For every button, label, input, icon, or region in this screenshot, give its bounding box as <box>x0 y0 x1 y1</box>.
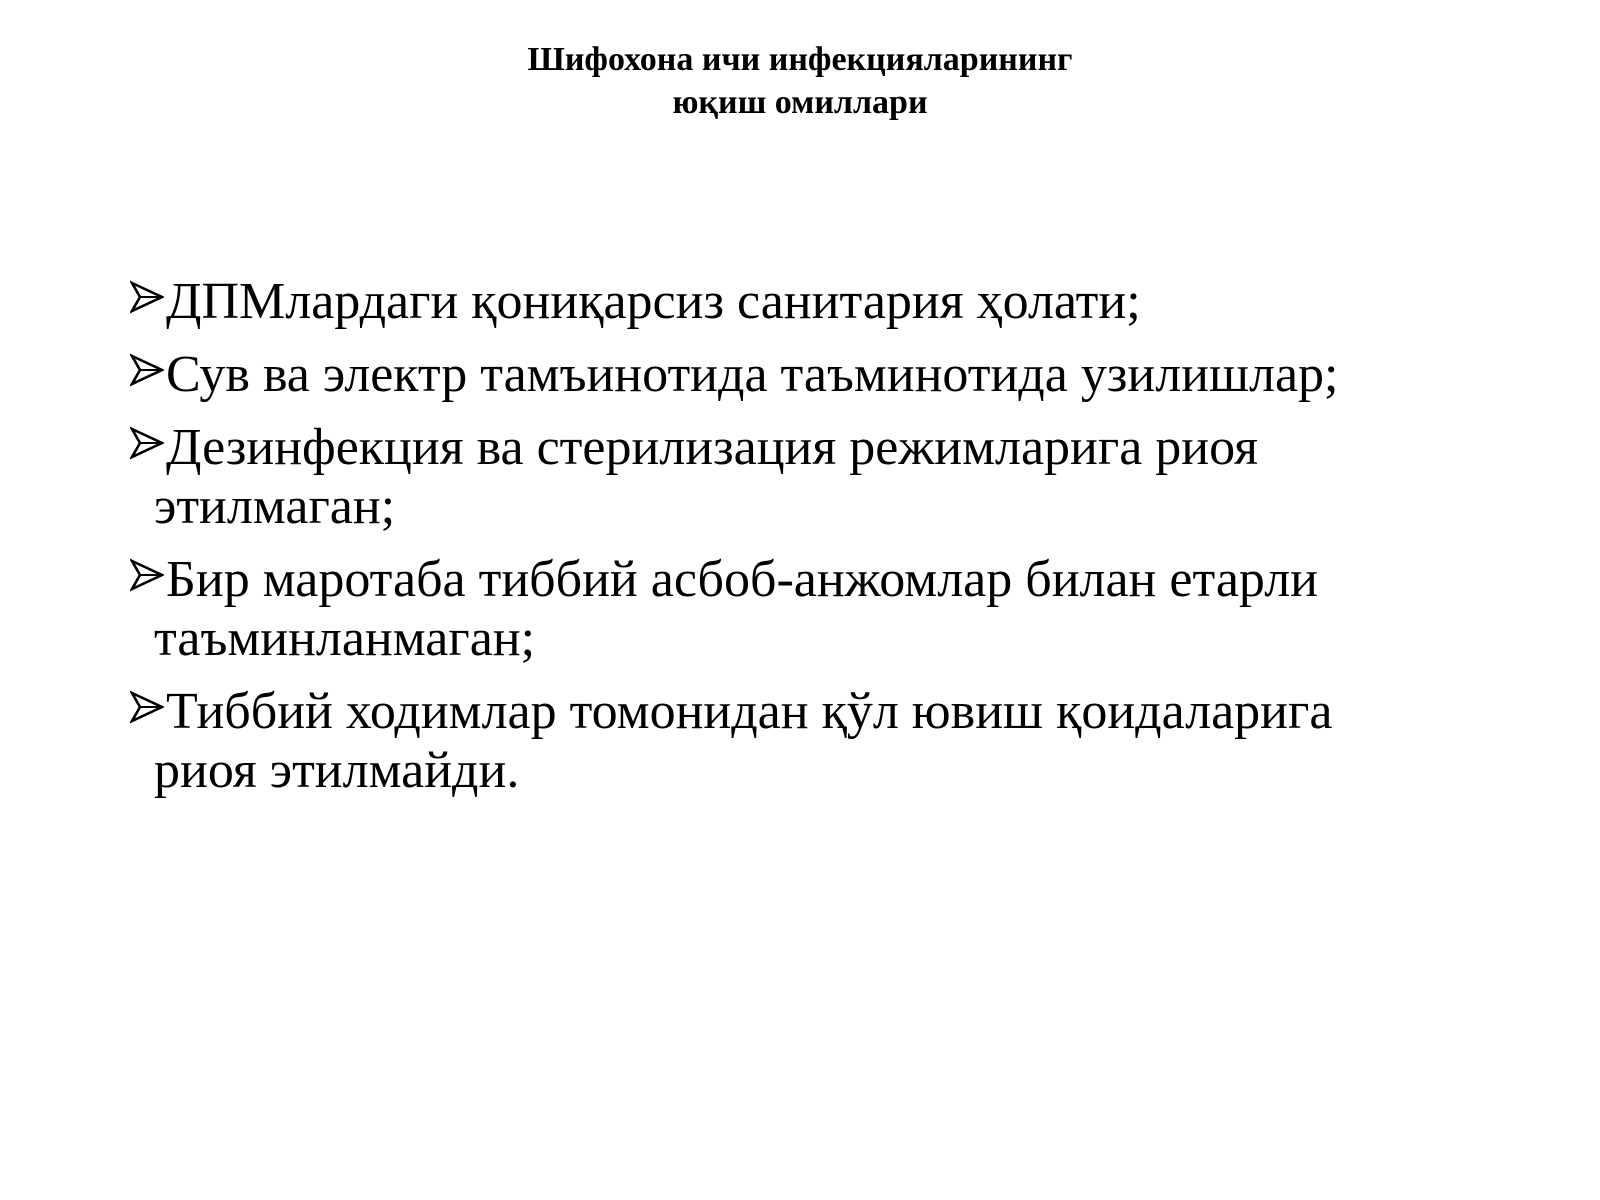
bullet-text: Бир маротаба тиббий асбоб-анжомлар билан етарли <box>166 551 1318 608</box>
bullet-text-continuation: таъминланмаган; <box>154 610 536 667</box>
title-line-2: юқиш омиллари <box>672 84 928 121</box>
title-line-1: Шифохона ичи инфекцияларининг <box>527 41 1073 78</box>
arrowhead-bullet-icon <box>130 690 164 724</box>
slide-title <box>0 38 1600 124</box>
bullet-list <box>130 272 1470 814</box>
arrowhead-bullet-icon <box>130 558 164 592</box>
bullet-item <box>130 550 1470 668</box>
arrowhead-bullet-icon <box>130 280 164 314</box>
bullet-text-continuation: этилмаган; <box>154 478 396 535</box>
bullet-text-continuation: риоя этилмайди. <box>154 742 520 799</box>
bullet-item <box>130 418 1470 536</box>
bullet-text: Дезинфекция ва стерилизация режимларига риоя <box>166 419 1259 476</box>
arrowhead-bullet-icon <box>130 426 164 460</box>
bullet-text: Сув ва электр тамъинотида таъминотида узилишлар; <box>166 346 1339 403</box>
bullet-item <box>130 345 1470 404</box>
bullet-item <box>130 272 1470 331</box>
bullet-item <box>130 682 1470 800</box>
arrowhead-bullet-icon <box>130 353 164 387</box>
bullet-text: Тиббий ходимлар томонидан қўл ювиш қоидаларига <box>166 683 1333 740</box>
bullet-text: ДПМлардаги қониқарсиз санитария ҳолати; <box>166 273 1141 330</box>
